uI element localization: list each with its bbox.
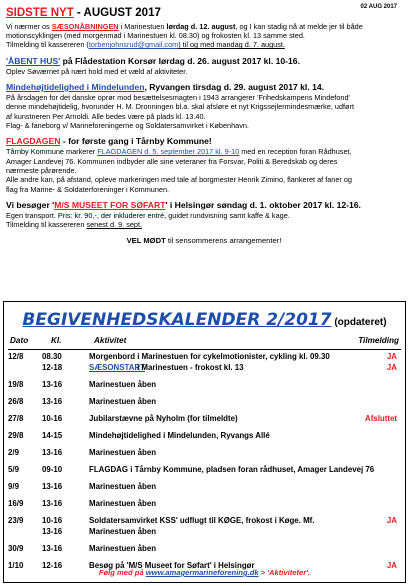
closing-bold: VEL MØDT (126, 235, 166, 245)
deadline-text: senest d. 9. sept. (86, 220, 143, 230)
row-activity: Besøg på 'M/S Museet for Søfart' i Helsingør (89, 561, 255, 570)
section-title-text: , Ryvangen tirsdag d. 29. august 2017 kl. 14. (144, 82, 325, 93)
closing-text: til sensommerens arrangementer! (165, 235, 282, 245)
calendar-row (4, 544, 405, 555)
row-date: 2/9 (8, 448, 19, 457)
calendar-row (4, 499, 405, 510)
section-title-mindelunden (6, 82, 402, 93)
calendar-row (4, 431, 405, 442)
row-activity: Marinestuen åben (89, 482, 157, 491)
calendar-row (4, 352, 405, 363)
headline-label: SIDSTE NYT (6, 7, 74, 19)
row-date: 5/9 (8, 465, 19, 474)
calendar-row (4, 380, 405, 391)
body-line: af kunstneren Per Arnoldi. Alle bedes være på plads kl. 13.40. (6, 111, 206, 121)
news-section (6, 6, 402, 245)
body-line: denne mindehøjtidelig, hvorunder H. M. Dronningen bl.a. skal afsløre et nyt Krigssejlermindesmærke, udført (6, 102, 354, 112)
calendar-row (4, 448, 405, 459)
row-time: 13-16 (42, 448, 63, 457)
headline (6, 6, 402, 21)
row-time: 12-16 (42, 561, 63, 570)
intro-text: , og I kan stadig nå at melde jer til både motionscyklingen (med morgenmad i Marinestuen kl. 08.30) og frokosten kl. 13 samme sted. (6, 21, 363, 41)
row-time: 13-16 (42, 397, 63, 406)
section-title-highlight: FLAGDAGEN (6, 136, 61, 147)
row-time: 10-16 (42, 516, 63, 525)
body-line: Alle andre kan, på afstand, opleve markeringen med tale af borgmester Henrik Zimino, flankeret af faner og (6, 175, 352, 185)
website-link[interactable]: www.amagermarineforening.dk (145, 568, 259, 577)
row-time: 14-15 (42, 431, 63, 440)
row-date: 19/8 (8, 380, 24, 389)
calendar-title (4, 310, 405, 334)
row-time: 13-16 (42, 380, 63, 389)
section-title-highlight: M/S MUSEET FOR SØFART (54, 199, 166, 210)
row-activity: Morgenbord i Marinestuen for cykelmotionister, cykling kl. 09.30 (89, 352, 330, 361)
section-body (6, 147, 402, 194)
body-line: med en reception foran Rådhuset, (239, 147, 352, 157)
calendar-row (4, 363, 405, 374)
footer-text: Følg med på (98, 568, 146, 577)
calendar-row (4, 414, 405, 425)
body-line: Tårnby Kommune markerer (6, 147, 98, 157)
calendar-footer (4, 568, 405, 577)
calendar-title-main: BEGIVENHEDSKALENDER 2/2017 (22, 310, 332, 330)
row-tilmelding: JA (386, 516, 397, 525)
header-kl: Kl. (51, 336, 62, 345)
intro-saeson: SÆSONÅBNINGEN (51, 21, 119, 31)
row-tilmelding: JA (386, 352, 397, 361)
row-time: 09-10 (42, 465, 63, 474)
body-line: flag fra Marine- & Soldaterforeninger i Kommunen. (6, 184, 170, 194)
email-link[interactable]: torbenjohnsrud@gmail.com (88, 40, 179, 50)
footer-text: > 'Aktiviteter'. (258, 568, 311, 577)
section-title-museum (6, 200, 402, 211)
row-tilmelding: JA (386, 561, 397, 570)
header-aktivitet: Aktivitet (94, 336, 127, 345)
row-activity: Marinestuen åben (89, 397, 157, 406)
row-time: 13-16 (42, 544, 63, 553)
row-time: 13-16 (42, 499, 63, 508)
row-date: 27/8 (8, 414, 24, 423)
calendar-title-sub: (opdateret) (331, 317, 387, 328)
row-tilmelding: JA (386, 363, 397, 372)
flagdag-link[interactable]: FLAGDAGEN d. 5. september 2017 kl. 9-10 (97, 147, 240, 157)
body-line: Amager Landevej 76. Kommunen indbyder alle sine veteraner fra Forsvar, Politi & Beredskab og deres (6, 156, 338, 166)
row-time: 12-18 (42, 363, 63, 372)
document-date: 02 AUG 2017 (360, 4, 397, 10)
row-time: 13-16 (42, 482, 63, 491)
body-line: Tilmelding til kassereren (6, 220, 87, 230)
section-body (6, 93, 402, 130)
header-dato: Dato (10, 336, 29, 345)
intro-paragraph (6, 22, 402, 50)
row-activity: Marinestuen åben (89, 380, 157, 389)
calendar-row (4, 527, 405, 538)
row-time: 10-16 (42, 414, 63, 423)
section-title-text: på Flådestation Korsør lørdag d. 26. august 2017 kl. 10-16. (60, 55, 300, 66)
intro-text: Tilmelding til kassereren ( (6, 40, 89, 50)
row-date: 1/10 (8, 561, 24, 570)
section-title-highlight: 'ÅBENT HUS' (6, 55, 61, 66)
calendar-row (4, 482, 405, 493)
row-activity: Marinestuen åben (89, 527, 157, 536)
row-date: 29/8 (8, 431, 24, 440)
row-time: 13-16 (42, 527, 63, 536)
section-title-text: - for første gang i Tårnby Kommune! (60, 136, 212, 147)
header-divider (8, 349, 401, 350)
row-activity: Jubilarstævne på Nyholm (for tilmeldte) (89, 414, 238, 423)
intro-text: i Marinestuen (118, 21, 167, 31)
header-tilmelding: Tilmelding (358, 336, 399, 345)
section-title-aabent-hus (6, 56, 402, 67)
intro-text: Vi nærmer os (6, 21, 52, 31)
body-line: Egen transport. Pris: kr. 90,-, der inkluderer entré, guidet rundvisning samt kaffe & kage. (6, 210, 290, 220)
row-activity: SÆSONSTART (89, 363, 145, 372)
section-title-text: ' i Helsingør søndag d. 1. oktober 2017 kl. 12-16. (165, 199, 361, 210)
body-line: Flag- & faneborg v/ Marineforeningerne og Soldatersamvirket i København. (6, 121, 249, 131)
row-activity: Marinestuen åben (89, 544, 157, 553)
closing-line (6, 236, 402, 246)
intro-date: lørdag d. 12. august (166, 21, 236, 31)
row-tilmelding: Afsluttet (365, 414, 397, 423)
row-date: 26/8 (8, 397, 24, 406)
section-title-highlight: Mindehøjtidelighed i Mindelunden (6, 82, 145, 93)
row-activity: FLAGDAG i Tårnby Kommune, pladsen foran rådhuset, Amager Landevej 76 (89, 465, 375, 474)
calendar-rows (4, 352, 405, 572)
row-time: 08.30 (42, 352, 62, 361)
row-date: 16/9 (8, 499, 24, 508)
section-body: Oplev Søværnet på nært hold med et væld af aktiviteter. (6, 66, 188, 76)
row-date: 9/9 (8, 482, 19, 491)
row-activity: Marinestuen åben (89, 448, 157, 457)
calendar-header (4, 336, 405, 348)
row-activity: Mindehøjtidelighed i Mindelunden, Ryvangs Allé (89, 431, 270, 440)
section-body (6, 211, 402, 230)
calendar-row (4, 397, 405, 408)
event-calendar (3, 301, 406, 583)
row-date: 30/9 (8, 544, 24, 553)
headline-month: - AUGUST 2017 (73, 7, 161, 19)
intro-deadline: ) til og med mandag d. 7. august. (178, 40, 285, 50)
section-title-text: Vi besøger ' (6, 199, 55, 210)
row-activity: Marinestuen åben (89, 499, 157, 508)
calendar-row (4, 516, 405, 527)
row-date: 12/8 (8, 352, 24, 361)
body-line: På årsdagen for det danske oprør mod besættelsesmagten i 1943 arrangerer 'Frihedskampens Mindefond' (6, 93, 350, 103)
section-title-flagdagen (6, 136, 402, 147)
row-activity-rest: i Marinestuen - frokost kl. 13 (137, 363, 244, 372)
row-activity: Soldatersamvirket KSS' udflugt til KØGE, frokost i Køge. Mf. (89, 516, 315, 525)
calendar-row (4, 465, 405, 476)
body-line: nærmeste pårørende. (6, 166, 77, 175)
row-date: 23/9 (8, 516, 24, 525)
